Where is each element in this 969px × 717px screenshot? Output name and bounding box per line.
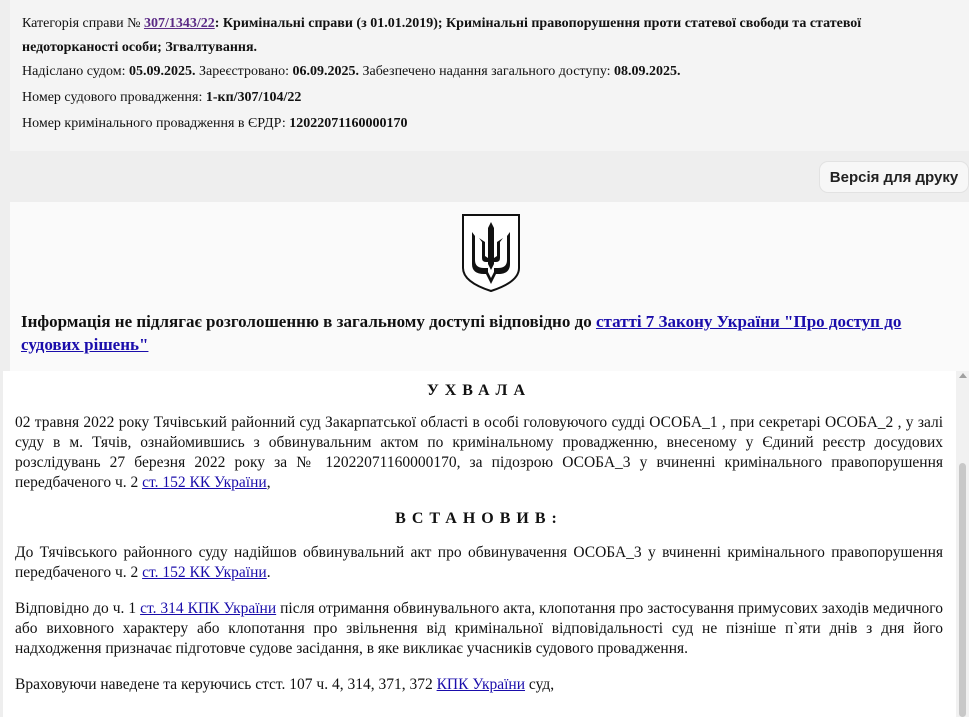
category-label: Категорія справи № xyxy=(22,16,144,31)
p3-text: після отримання обвинувального акта, клопотання про застосування примусових заходів медичного або виховного характеру або клопотання про звільнення від кримінальної відповідальності суд не пізніше п`яти днів з дня його надходження призначає підготовче судове засідання, в яке викликає учасників судового провадження. xyxy=(15,600,943,657)
scrollbar-thumb[interactable] xyxy=(959,463,966,717)
p2-end: . xyxy=(266,564,271,581)
sent-label: Надіслано судом: xyxy=(22,64,129,79)
p1-end: , xyxy=(266,474,271,491)
law-article-link[interactable]: статті 7 Закону України "Про доступ до судових рішень" xyxy=(21,312,902,354)
dates-row xyxy=(22,60,957,84)
case-info-panel xyxy=(10,0,969,151)
access-date: 08.09.2025. xyxy=(614,64,681,79)
document-content xyxy=(15,379,943,711)
ruling-heading: ВСТАНОВИВ: xyxy=(395,510,563,527)
proceeding-number: 1-кп/307/104/22 xyxy=(205,90,302,105)
notice-text: Інформація не підлягає розголошенню в загальному доступі відповідно до xyxy=(21,312,596,331)
p3-law-link[interactable]: ст. 314 КПК України xyxy=(140,600,277,617)
proceeding-label: Номер судового провадження: xyxy=(22,90,206,105)
p4-law-link[interactable]: КПК України xyxy=(436,676,526,693)
print-version-button[interactable]: Версія для друку xyxy=(820,162,968,192)
p3-start: Відповідно до ч. 1 xyxy=(15,600,141,617)
case-category-row xyxy=(22,12,957,60)
registered-date: 06.09.2025. xyxy=(292,64,359,79)
p1-text: 02 травня 2022 року Тячівський районний суд Закарпатської області в особі головуючого судді ОСОБА_1 , при секретарі ОСОБА_2 , у залі суду в м. Тячів, ознайомившись з обвинувальним актом по кримінальному провадженню, внесеному у Єдиний реєстр досудових розслідувань 27 березня 2022 року за № 12022071160000170, за підозрою ОСОБА_3 у вчиненні кримінального правопорушення передбаченого ч. 2 xyxy=(15,414,943,491)
access-label: Забезпечено надання загального доступу: xyxy=(358,64,615,79)
p4-end: суд, xyxy=(525,676,555,693)
coat-of-arms-icon xyxy=(460,212,522,294)
document-scrollbar[interactable] xyxy=(956,371,969,717)
document-body-frame xyxy=(3,371,957,717)
p1-law-link[interactable]: ст. 152 КК України xyxy=(142,474,267,491)
erdr-row xyxy=(22,112,957,136)
p2-text: До Тячівського районного суду надійшов обвинувальний акт про обвинувачення ОСОБА_3 у вчиненні кримінального правопорушення передбаченого ч. 2 xyxy=(15,544,943,581)
paragraph-2 xyxy=(15,543,943,583)
erdr-number: 12022071160000170 xyxy=(289,116,408,131)
restricted-access-notice xyxy=(21,310,956,356)
p4-text: Враховуючи наведене та керуючись стст. 107 ч. 4, 314, 371, 372 xyxy=(15,676,437,693)
paragraph-1 xyxy=(15,413,943,493)
proceeding-row xyxy=(22,86,957,110)
case-number-link[interactable]: 307/1343/22 xyxy=(143,16,215,31)
p2-law-link[interactable]: ст. 152 КК України xyxy=(142,564,267,581)
paragraph-4 xyxy=(15,675,943,695)
sent-date: 05.09.2025. xyxy=(129,64,196,79)
registered-label: Зареєстровано: xyxy=(195,64,293,79)
erdr-label: Номер кримінального провадження в ЄРДР: xyxy=(22,116,290,131)
paragraph-3 xyxy=(15,599,943,659)
scroll-up-arrow-icon[interactable] xyxy=(959,373,967,378)
document-title: УХВАЛА xyxy=(427,382,531,399)
category-value: : Кримінальні справи (з 01.01.2019); Кримінальні правопорушення проти статевої свободи та статевої недоторканості особи; Згвалтування. xyxy=(22,16,862,55)
